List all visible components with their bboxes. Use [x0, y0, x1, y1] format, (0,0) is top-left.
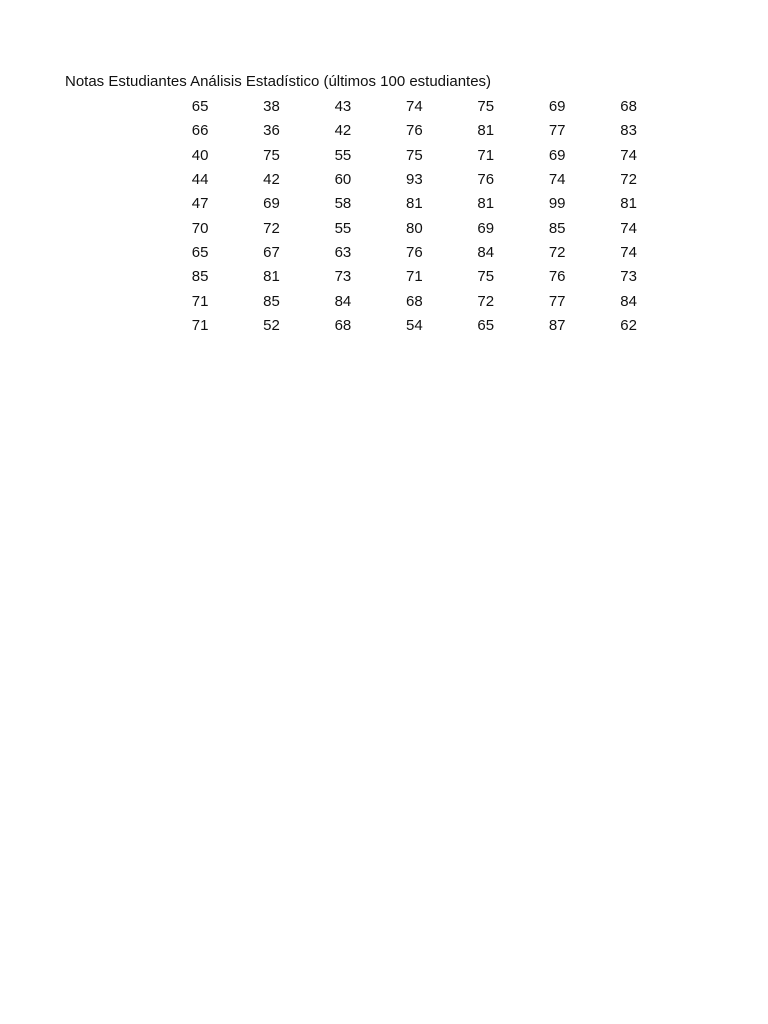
table-cell: 72 [548, 243, 566, 261]
table-cell: 38 [263, 98, 280, 116]
page-title: Notas Estudiantes Análisis Estadístico (últimos 100 estudiantes) [65, 73, 492, 90]
table-cell: 68 [620, 98, 637, 116]
table-cell: 87 [548, 316, 566, 334]
table-row [168, 168, 668, 192]
table-cell: 81 [406, 195, 423, 213]
table-cell: 76 [548, 268, 566, 286]
table-row [168, 192, 668, 216]
table-cell: 85 [263, 292, 280, 310]
table-cell: 42 [263, 171, 280, 189]
table-row [168, 119, 668, 143]
table-row [168, 95, 668, 119]
table-cell: 40 [191, 146, 209, 164]
table-row [168, 216, 668, 240]
table-cell: 81 [477, 122, 495, 140]
table-cell: 73 [334, 268, 352, 286]
table-cell: 69 [548, 146, 566, 164]
table-cell: 65 [191, 98, 209, 116]
table-cell: 93 [406, 171, 423, 189]
table-cell: 77 [548, 122, 566, 140]
table-cell: 74 [406, 98, 423, 116]
table-cell: 43 [334, 98, 352, 116]
table-cell: 73 [620, 268, 637, 286]
table-cell: 44 [191, 171, 209, 189]
table-cell: 71 [191, 316, 209, 334]
table-cell: 80 [406, 219, 423, 237]
table-cell: 72 [620, 171, 637, 189]
table-cell: 84 [334, 292, 352, 310]
table-cell: 74 [620, 146, 637, 164]
table-cell: 74 [548, 171, 566, 189]
table-cell: 69 [263, 195, 280, 213]
table-cell: 84 [620, 292, 637, 310]
table-cell: 71 [406, 268, 423, 286]
table-row [168, 289, 668, 313]
table-cell: 75 [263, 146, 280, 164]
table-cell: 74 [620, 243, 637, 261]
table-cell: 71 [191, 292, 209, 310]
table-cell: 81 [620, 195, 637, 213]
table-cell: 85 [548, 219, 566, 237]
table-cell: 76 [406, 122, 423, 140]
table-cell: 70 [191, 219, 209, 237]
table-cell: 72 [477, 292, 495, 310]
table-row [168, 144, 668, 168]
table-cell: 76 [477, 171, 495, 189]
table-cell: 58 [334, 195, 352, 213]
table-cell: 68 [406, 292, 423, 310]
table-cell: 71 [477, 146, 495, 164]
table-cell: 76 [406, 243, 423, 261]
table-cell: 75 [406, 146, 423, 164]
table-cell: 55 [334, 219, 352, 237]
table-cell: 60 [334, 171, 352, 189]
table-row [168, 314, 668, 338]
table-cell: 63 [334, 243, 352, 261]
table-cell: 74 [620, 219, 637, 237]
table-cell: 55 [334, 146, 352, 164]
table-row [168, 265, 668, 289]
table-cell: 81 [263, 268, 280, 286]
table-cell: 69 [548, 98, 566, 116]
table-cell: 75 [477, 98, 495, 116]
grades-table [168, 95, 668, 338]
table-cell: 83 [620, 122, 637, 140]
table-cell: 72 [263, 219, 280, 237]
table-cell: 81 [477, 195, 495, 213]
table-cell: 85 [191, 268, 209, 286]
table-cell: 42 [334, 122, 352, 140]
table-cell: 75 [477, 268, 495, 286]
table-cell: 77 [548, 292, 566, 310]
table-cell: 52 [263, 316, 280, 334]
table-cell: 62 [620, 316, 637, 334]
table-cell: 47 [191, 195, 209, 213]
table-cell: 67 [263, 243, 280, 261]
table-cell: 66 [191, 122, 209, 140]
table-cell: 68 [334, 316, 352, 334]
table-cell: 65 [477, 316, 495, 334]
table-cell: 65 [191, 243, 209, 261]
table-cell: 84 [477, 243, 495, 261]
table-cell: 36 [263, 122, 280, 140]
table-cell: 69 [477, 219, 495, 237]
table-row [168, 241, 668, 265]
table-cell: 99 [548, 195, 566, 213]
table-cell: 54 [406, 316, 423, 334]
